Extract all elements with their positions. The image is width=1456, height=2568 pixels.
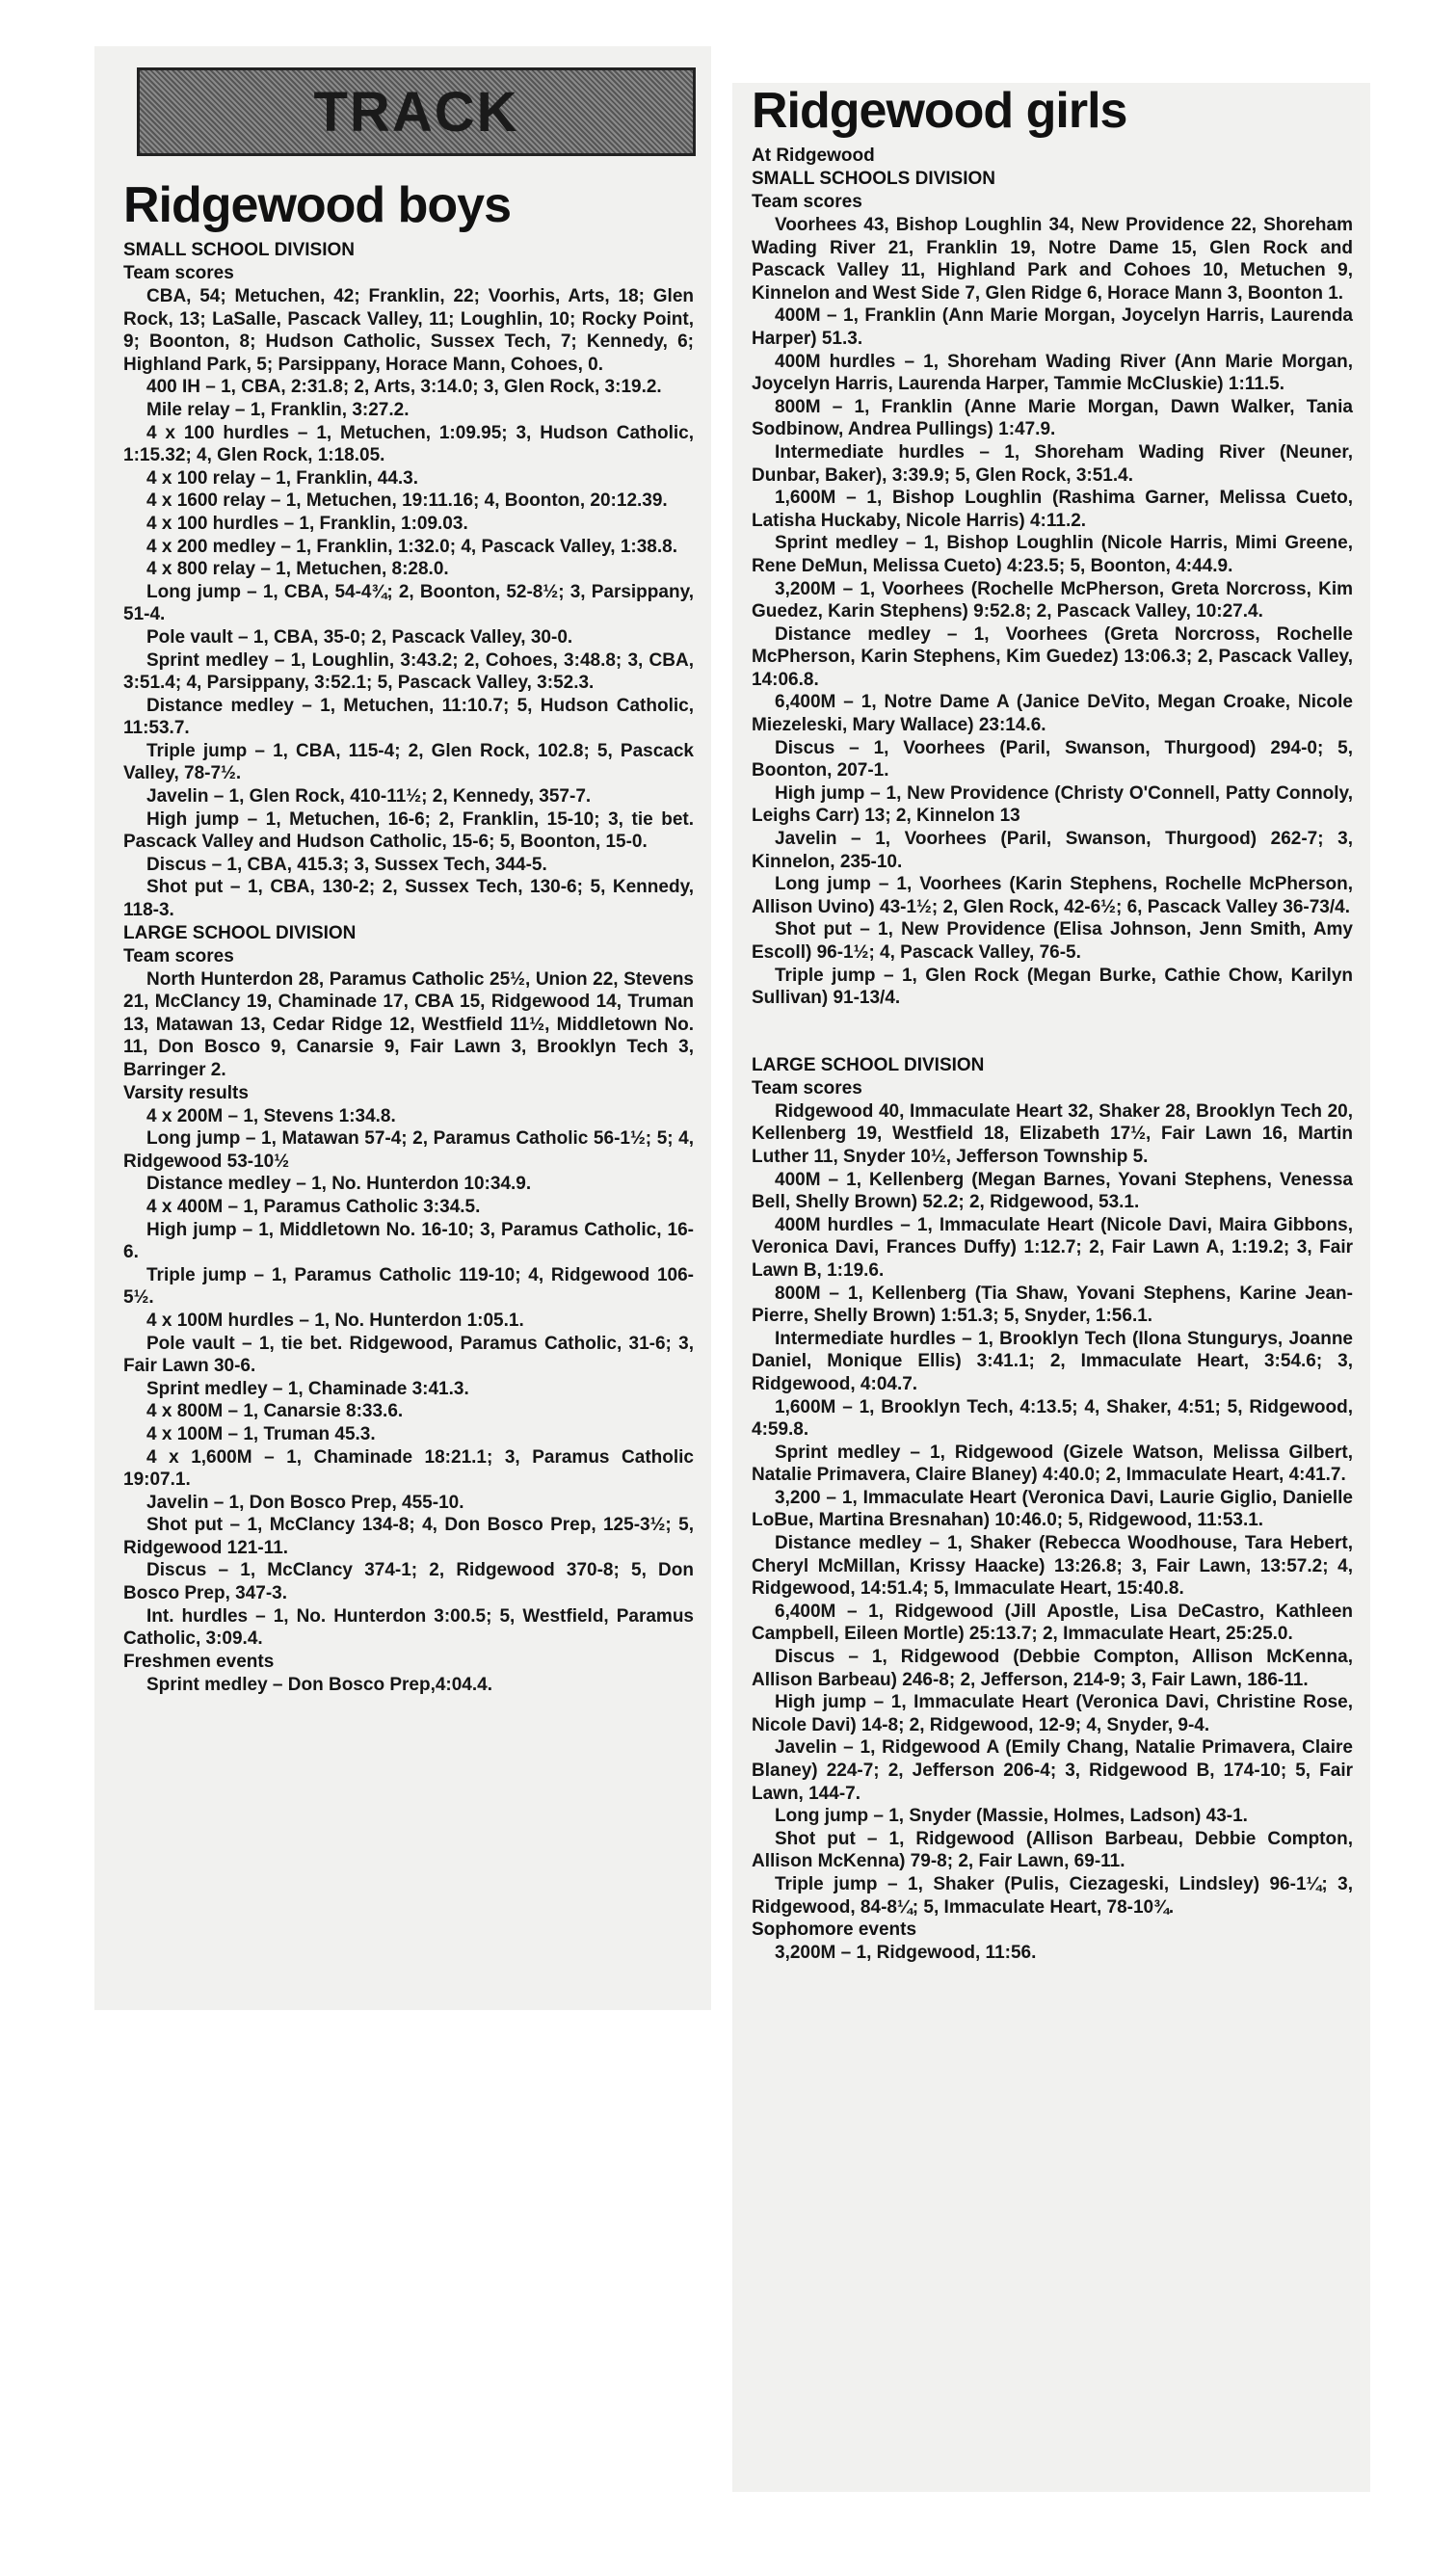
right-clipping (732, 83, 1370, 2492)
result-paragraph: Shot put – 1, McClancy 134-8; 4, Don Bosco Prep, 125-3½; 5, Ridgewood 121-11. (123, 1515, 694, 1558)
result-paragraph: Distance medley – 1, No. Hunterdon 10:34.9. (146, 1174, 532, 1195)
team-scores-label: Team scores (123, 263, 234, 283)
result-paragraph: High jump – 1, New Providence (Christy O'Connell, Patty Connoly, Leighs Carr) 13; 2, Kinnelon 13 (752, 782, 1353, 827)
small-division-heading: SMALL SCHOOLS DIVISION (752, 169, 996, 189)
result-paragraph: 1,600M – 1, Bishop Loughlin (Rashima Garner, Melissa Cueto, Latisha Huckaby, Nicole Harris) 4:11.2. (752, 488, 1353, 531)
result-paragraph: 800M – 1, Kellenberg (Tia Shaw, Yovani Stephens, Karine Jean-Pierre, Shelly Brown) 1:51.3; 5, Snyder, 1:56.1. (752, 1283, 1353, 1327)
result-paragraph: Triple jump – 1, Glen Rock (Megan Burke, Cathie Chow, Karilyn Sullivan) 91-13/4. (752, 965, 1353, 1009)
result-paragraph: Pole vault – 1, CBA, 35-0; 2, Pascack Valley, 30-0. (146, 626, 573, 648)
banner-text: TRACK (313, 80, 519, 144)
result-paragraph: Distance medley – 1, Voorhees (Greta Norcross, Rochelle McPherson, Karin Stephens, Kim Guedez) 13:06.3; 2, Pascack Valley, 14:06.8. (752, 623, 1353, 690)
boys-headline: Ridgewood boys (123, 177, 511, 233)
result-paragraph: Javelin – 1, Don Bosco Prep, 455-10. (146, 1492, 464, 1513)
result-paragraph: High jump – 1, Middletown No. 16-10; 3, Paramus Catholic, 16-6. (123, 1219, 694, 1263)
result-paragraph: Triple jump – 1, Paramus Catholic 119-10; 4, Ridgewood 106-5½. (123, 1264, 694, 1309)
result-paragraph: 4 x 200M – 1, Stevens 1:34.8. (146, 1105, 396, 1126)
result-paragraph: Distance medley – 1, Shaker (Rebecca Woodhouse, Tara Hebert, Cheryl McMillan, Krissy Haacke) 13:26.8; 3, Fair Lawn, 13:57.2; 4, Ridgewood, 14:51.4; 5, Immaculate Heart, 15:40.8. (752, 1533, 1353, 1600)
team-scores-label: Team scores (123, 945, 234, 966)
result-paragraph: 4 x 400M – 1, Paramus Catholic 3:34.5. (146, 1196, 481, 1217)
track-banner (137, 67, 696, 156)
result-paragraph: 1,600M – 1, Brooklyn Tech, 4:13.5; 4, Shaker, 4:51; 5, Ridgewood, 4:59.8. (752, 1396, 1353, 1441)
result-paragraph: Discus – 1, McClancy 374-1; 2, Ridgewood 370-8; 5, Don Bosco Prep, 347-3. (123, 1560, 694, 1604)
result-paragraph: 4 x 100M hurdles – 1, No. Hunterdon 1:05.1. (146, 1310, 524, 1331)
team-scores-label: Team scores (752, 1077, 862, 1099)
left-clipping (94, 46, 711, 2010)
result-paragraph: Sprint medley – 1, Ridgewood (Gizele Watson, Melissa Gilbert, Natalie Primavera, Claire Blaney) 4:40.0; 2, Immaculate Heart, 4:41.7. (752, 1442, 1353, 1486)
result-paragraph: Triple jump – 1, CBA, 115-4; 2, Glen Rock, 102.8; 5, Pascack Valley, 78-7½. (123, 740, 694, 784)
result-paragraph: Intermediate hurdles – 1, Brooklyn Tech (Ilona Stungurys, Joanne Daniel, Monique Ellis) 3:41.1; 2, Immaculate Heart, 3:54.6; 3, Ridgewood, 4:04.7. (752, 1328, 1353, 1394)
result-paragraph: Javelin – 1, Ridgewood A (Emily Chang, Natalie Primavera, Claire Blaney) 224-7; 2, Jefferson 206-4; 3, Ridgewood B, 174-10; 5, Fair Lawn, 144-7. (752, 1737, 1353, 1804)
result-paragraph: 3,200M – 1, Ridgewood, 11:56. (775, 1943, 1037, 1964)
team-scores-label: Team scores (752, 192, 862, 212)
result-paragraph: Shot put – 1, New Providence (Elisa Johnson, Jenn Smith, Amy Escoll) 96-1½; 4, Pascack Valley, 76-5. (752, 919, 1353, 963)
girls-headline: Ridgewood girls (752, 83, 1127, 139)
result-paragraph: 400M hurdles – 1, Shoreham Wading River (Ann Marie Morgan, Joycelyn Harris, Laurenda Harper, Tammie McCluskie) 1:11.5. (752, 351, 1353, 395)
result-paragraph: Sprint medley – 1, Chaminade 3:41.3. (146, 1378, 469, 1399)
small-division-heading: SMALL SCHOOL DIVISION (123, 240, 355, 260)
result-paragraph: Distance medley – 1, Metuchen, 11:10.7; 5, Hudson Catholic, 11:53.7. (123, 695, 694, 739)
result-paragraph: Sprint medley – 1, Loughlin, 3:43.2; 2, Cohoes, 3:48.8; 3, CBA, 3:51.4; 4, Parsippany, 3:52.1; 5, Pascack Valley, 3:52.3. (123, 649, 694, 694)
result-paragraph: 6,400M – 1, Ridgewood (Jill Apostle, Lisa DeCastro, Kathleen Campbell, Eileen Mortle) 25:13.7; 2, Immaculate Heart, 25:25.0. (752, 1601, 1353, 1645)
result-paragraph: Intermediate hurdles – 1, Shoreham Wading River (Neuner, Dunbar, Baker), 3:39.9; 5, Glen Rock, 3:51.4. (752, 441, 1353, 486)
result-paragraph: Sprint medley – Don Bosco Prep,4:04.4. (146, 1674, 492, 1695)
result-paragraph: Int. hurdles – 1, No. Hunterdon 3:00.5; 5, Westfield, Paramus Catholic, 3:09.4. (123, 1605, 694, 1650)
result-paragraph: Javelin – 1, Glen Rock, 410-11½; 2, Kennedy, 357-7. (146, 786, 592, 807)
result-paragraph: Long jump – 1, Voorhees (Karin Stephens, Rochelle McPherson, Allison Uvino) 43-1½; 2, Glen Rock, 42-6½; 6, Pascack Valley 36-73/4. (752, 874, 1353, 917)
result-paragraph: Shot put – 1, CBA, 130-2; 2, Sussex Tech, 130-6; 5, Kennedy, 118-3. (123, 877, 694, 921)
result-paragraph: 4 x 800 relay – 1, Metuchen, 8:28.0. (146, 559, 449, 580)
result-paragraph: Discus – 1, Voorhees (Paril, Swanson, Thurgood) 294-0; 5, Boonton, 207-1. (752, 737, 1353, 781)
sophomore-events-label: Sophomore events (752, 1919, 917, 1941)
result-paragraph: Voorhees 43, Bishop Loughlin 34, New Providence 22, Shoreham Wading River 21, Franklin 19, Notre Dame 15, Glen Rock and Pascack Valley 11, Highland Park and Cohoes 10, Metuchen 9, Kinnelon and West Side 7, Glen Ridge 6, Horace Mann 3, Boonton 1. (752, 215, 1353, 304)
result-paragraph: Long jump – 1, Matawan 57-4; 2, Paramus Catholic 56-1½; 5; 4, Ridgewood 53-10½ (123, 1128, 694, 1172)
result-paragraph: 4 x 100 relay – 1, Franklin, 44.3. (146, 467, 419, 489)
result-paragraph: 400M hurdles – 1, Immaculate Heart (Nicole Davi, Maira Gibbons, Veronica Davi, Frances Duffy) 1:12.7; 2, Fair Lawn A, 1:19.2; 3, Fair Lawn B, 1:19.6. (752, 1214, 1353, 1281)
result-paragraph: Long jump – 1, CBA, 54-4¾; 2, Boonton, 52-8½; 3, Parsippany, 51-4. (123, 581, 694, 625)
team-scores-paragraph: North Hunterdon 28, Paramus Catholic 25½, Union 22, Stevens 21, McClancy 19, Chaminade 17, CBA 15, Ridgewood 14, Truman 13, Matawan 13, Cedar Ridge 12, Westfield 11½, Middletown No. 11, Don Bosco 9, Canarsie 9, Fair Lawn 3, Brooklyn Tech 3, Barringer 2. (123, 968, 694, 1080)
result-paragraph: 4 x 100 hurdles – 1, Metuchen, 1:09.95; 3, Hudson Catholic, 1:15.32; 4, Glen Rock, 1:18.05. (123, 422, 694, 466)
result-paragraph: Ridgewood 40, Immaculate Heart 32, Shaker 28, Brooklyn Tech 20, Kellenberg 19, Westfield 18, Elizabeth 17½, Fair Lawn 16, Martin Luther 11, Snyder 10½, Jefferson Township 5. (752, 1100, 1353, 1167)
result-paragraph: 3,200M – 1, Voorhees (Rochelle McPherson, Greta Norcross, Kim Guedez, Karin Stephens) 9:52.8; 2, Pascack Valley, 10:27.4. (752, 578, 1353, 622)
result-paragraph: 4 x 100M – 1, Truman 45.3. (146, 1423, 376, 1444)
result-paragraph: Discus – 1, Ridgewood (Debbie Compton, Allison McKenna, Allison Barbeau) 246-8; 2, Jefferson, 214-9; 3, Fair Lawn, 186-11. (752, 1647, 1353, 1690)
result-paragraph: Long jump – 1, Snyder (Massie, Holmes, Ladson) 43-1. (775, 1806, 1248, 1827)
result-paragraph: 3,200 – 1, Immaculate Heart (Veronica Davi, Laurie Giglio, Danielle LoBue, Martina Bresnahan) 10:46.0; 5, Ridgewood, 11:53.1. (752, 1487, 1353, 1531)
result-paragraph: Discus – 1, CBA, 415.3; 3, Sussex Tech, 344-5. (146, 854, 547, 875)
result-paragraph: Pole vault – 1, tie bet. Ridgewood, Paramus Catholic, 31-6; 3, Fair Lawn 30-6. (123, 1333, 694, 1377)
freshmen-events-label: Freshmen events (123, 1651, 275, 1672)
varsity-results-label: Varsity results (123, 1082, 249, 1103)
result-paragraph: 800M – 1, Franklin (Anne Marie Morgan, Dawn Walker, Tania Sodbinow, Andrea Pullings) 1:47.9. (752, 396, 1353, 440)
result-paragraph: 4 x 100 hurdles – 1, Franklin, 1:09.03. (146, 513, 468, 534)
result-paragraph: 4 x 1600 relay – 1, Metuchen, 19:11.16; 4, Boonton, 20:12.39. (146, 490, 668, 512)
result-paragraph: Mile relay – 1, Franklin, 3:27.2. (146, 399, 410, 420)
large-division-heading: LARGE SCHOOL DIVISION (123, 922, 357, 943)
result-paragraph: 400 IH – 1, CBA, 2:31.8; 2, Arts, 3:14.0; 3, Glen Rock, 3:19.2. (146, 377, 662, 398)
result-paragraph: 4 x 200 medley – 1, Franklin, 1:32.0; 4, Pascack Valley, 1:38.8. (146, 536, 677, 557)
result-paragraph: Javelin – 1, Voorhees (Paril, Swanson, Thurgood) 262-7; 3, Kinnelon, 235-10. (752, 829, 1353, 872)
section-gap (752, 1010, 1353, 1054)
result-paragraph: CBA, 54; Metuchen, 42; Franklin, 22; Voorhis, Arts, 18; Glen Rock, 13; LaSalle, Pascack Valley, 11; Loughlin, 10; Rocky Point, 9; Boonton, 8; Hudson Catholic, Sussex Tech, 7; Kennedy, 6; Highland Park, 5; Parsippany, Horace Mann, Cohoes, 0. (123, 286, 694, 375)
result-paragraph: Triple jump – 1, Shaker (Pulis, Ciezageski, Lindsley) 96-1¼; 3, Ridgewood, 84-8¼; 5, Immaculate Heart, 78-10¾. (752, 1873, 1353, 1918)
result-paragraph: High jump – 1, Immaculate Heart (Veronica Davi, Christine Rose, Nicole Davi) 14-8; 2, Ridgewood, 12-9; 4, Snyder, 9-4. (752, 1692, 1353, 1735)
result-paragraph: High jump – 1, Metuchen, 16-6; 2, Franklin, 15-10; 3, tie bet. Pascack Valley and Hudson Catholic, 15-6; 5, Boonton, 15-0. (123, 808, 694, 853)
location-label: At Ridgewood (752, 146, 875, 166)
result-paragraph: Sprint medley – 1, Bishop Loughlin (Nicole Harris, Mimi Greene, Rene DeMun, Melissa Cueto) 4:23.5; 5, Boonton, 4:44.9. (752, 533, 1353, 576)
large-division-heading: LARGE SCHOOL DIVISION (752, 1054, 985, 1075)
result-paragraph: 4 x 1,600M – 1, Chaminade 18:21.1; 3, Paramus Catholic 19:07.1. (123, 1446, 694, 1491)
result-paragraph: 400M – 1, Kellenberg (Megan Barnes, Yovani Stephens, Venessa Bell, Shelly Brown) 52.2; 2, Ridgewood, 53.1. (752, 1169, 1353, 1213)
result-paragraph: 4 x 800M – 1, Canarsie 8:33.6. (146, 1401, 404, 1422)
result-paragraph: 400M – 1, Franklin (Ann Marie Morgan, Joycelyn Harris, Laurenda Harper) 51.3. (752, 305, 1353, 349)
result-paragraph: Shot put – 1, Ridgewood (Allison Barbeau, Debbie Compton, Allison McKenna) 79-8; 2, Fair Lawn, 69-11. (752, 1828, 1353, 1872)
result-paragraph: 6,400M – 1, Notre Dame A (Janice DeVito, Megan Croake, Nicole Miezeleski, Mary Wallace) 23:14.6. (752, 692, 1353, 736)
